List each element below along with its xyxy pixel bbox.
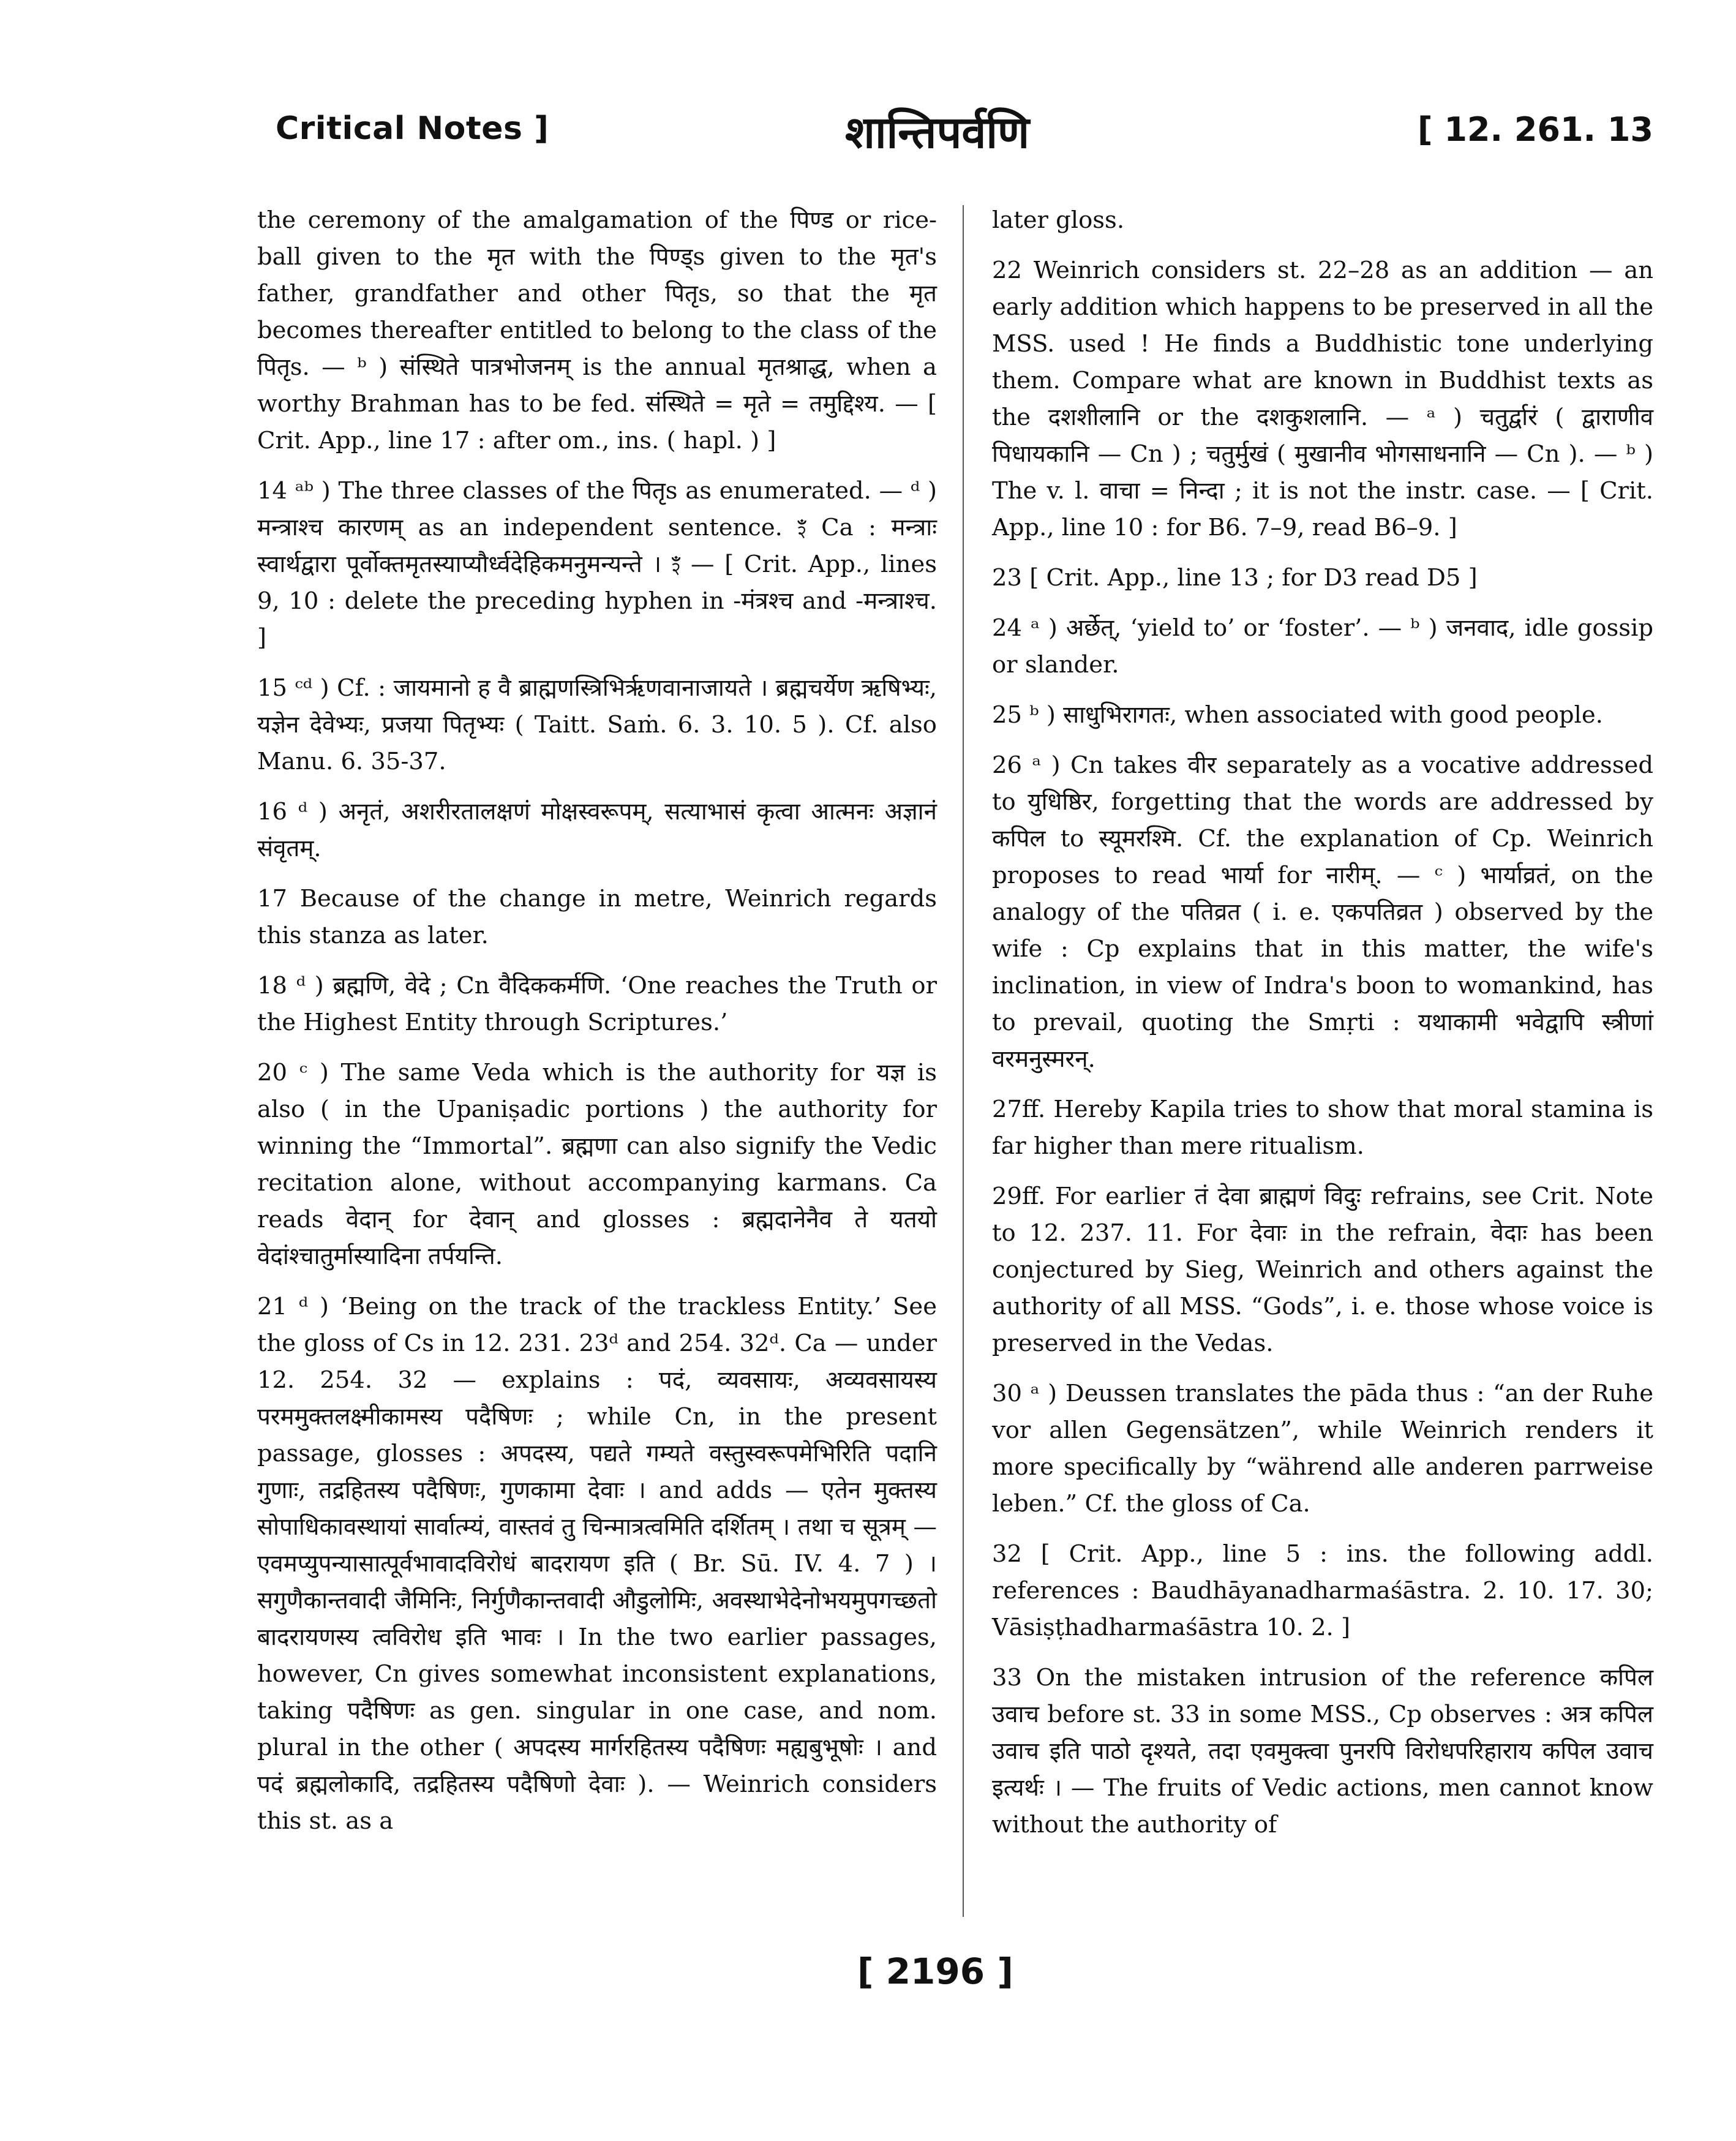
note-25: 25 ᵇ ) साधुभिरागतः, when associated with good people. xyxy=(992,701,1603,729)
note-16: 16 ᵈ ) अनृतं, अशरीरतालक्षणं मोक्षस्वरूपम्, सत्याभासं कृत्वा आत्मनः अज्ञानं संवृतम्. xyxy=(257,798,937,862)
note-26: 26 ᵃ ) Cn takes वीर separately as a vocative addressed to युधिष्ठिर, forgetting that the words are addressed by कपिल to स्यूमरश्मि. Cf. the explanation of Cp. Weinrich proposes to read भार्या for नारीम्. — ᶜ ) भार्याव्रतं, on the analogy of the पतिव्रत ( i. e. एकपतिव्रत ) observed by the wife : Cp explains that in this matter, the wife's inclination, in view of Indra's boon to womankind, has to prevail, quoting the Smṛti : यथाकामी भवेद्वापि स्त्रीणां वरमनुस्मरन्. xyxy=(992,751,1653,1073)
book-title: शान्तिपर्वणि xyxy=(845,107,1030,158)
note-14: 14 ᵃᵇ ) The three classes of the पितृs as enumerated. — ᵈ ) मन्त्राश्च कारणम् as an independent sentence. ꣵ Ca : मन्त्राः स्वार्थद्वारा पूर्वोक्तमृतस्याप्यौर्ध्वदेहिकमनुमन्यन्ते । ꣵ — [ Crit. App., lines 9, 10 : delete the preceding hyphen in -मंत्रश्च and -मन्त्राश्च. ] xyxy=(257,477,937,652)
column-divider xyxy=(963,205,964,1917)
page-header xyxy=(0,92,1736,178)
section-title: Critical Notes ] xyxy=(276,110,549,147)
note-22: 22 Weinrich considers st. 22–28 as an addition — an early addition which happens to be preserved in all the MSS. used ! He finds a Buddhistic tone underlying them. Compare what are known in Buddhist texts as the दशशीलानि or the दशकुशलानि. — ᵃ ) चतुर्द्वारं ( द्वाराणीव पिधायकानि — Cn ) ; चतुर्मुखं ( मुखानीव भोगसाधनानि — Cn ). — ᵇ ) The v. l. वाचा = निन्दा ; it is not the instr. case. — [ Crit. App., line 10 : for B6. 7–9, read B6–9. ] xyxy=(992,257,1653,541)
note-17: 17 Because of the change in metre, Weinrich regards this stanza as later. xyxy=(257,885,937,949)
note-15: 15 ᶜᵈ ) Cf. : जायमानो ह वै ब्राह्मणस्त्रिभिर्ऋणवानाजायते । ब्रह्मचर्येण ऋषिभ्यः, यज्ञेन देवेभ्यः, प्रजया पितृभ्यः ( Taitt. Saṁ. 6. 3. 10. 5 ). Cf. also Manu. 6. 35-37. xyxy=(257,674,937,775)
note-32: 32 [ Crit. App., line 5 : ins. the following addl. references : Baudhāyanadharmaśāstra. 2. 10. 17. 30; Vāsiṣṭhadharmaśāstra 10. 2. ] xyxy=(992,1540,1653,1641)
note-33: 33 On the mistaken intrusion of the reference कपिल उवाच before st. 33 in some MSS., Cp observes : अत्र कपिल उवाच इति पाठो दृश्यते, तदा एवमुक्त्वा पुनरपि विरोधपरिहाराय कपिल उवाच इत्यर्थः । — The fruits of Vedic actions, men cannot know without the authority of xyxy=(992,1664,1653,1838)
verse-reference: [ 12. 261. 13 xyxy=(1417,110,1653,149)
note-20: 20 ᶜ ) The same Veda which is the authority for यज्ञ is also ( in the Upaniṣadic portions ) the authority for winning the “Immortal”. ब्रह्मणा can also signify the Vedic recitation alone, without accompanying karmans. Ca reads वेदान् for देवान् and glosses : ब्रह्मदानेनैव ते यतयो वेदांश्चातुर्मास्यादिना तर्पयन्ति. xyxy=(257,1059,937,1270)
note-24: 24 ᵃ ) अर्छेत्, ‘yield to’ or ‘foster’. — ᵇ ) जनवाद, idle gossip or slander. xyxy=(992,614,1653,679)
left-column xyxy=(257,202,937,1853)
note-30: 30 ᵃ ) Deussen translates the pāda thus : “an der Ruhe vor allen Gegensätzen”, while Weinrich renders it more specifically by “während alle anderen parrweise leben.” Cf. the gloss of Ca. xyxy=(992,1380,1653,1518)
note-21: 21 ᵈ ) ‘Being on the track of the trackless Entity.’ See the gloss of Cs in 12. 231. 23ᵈ and 254. 32ᵈ. Ca — under 12. 254. 32 — explains : पदं, व्यवसायः, अव्यवसायस्य परममुक्तलक्ष्मीकामस्य पदैषिणः ; while Cn, in the present passage, glosses : अपदस्य, पद्यते गम्यते वस्तुस्वरूपमेभिरिति पदानि गुणाः, तद्रहितस्य पदैषिणः, गुणकामा देवाः । and adds — एतेन मुक्तस्य सोपाधिकावस्थायां सार्वात्म्यं, वास्तवं तु चिन्मात्रत्वमिति दर्शितम् । तथा च सूत्रम् — एवमप्युपन्यासात्पूर्वभावादविरोधं बादरायण इति ( Br. Sū. IV. 4. 7 ) । सगुणैकान्तवादी जैमिनिः, निर्गुणैकान्तवादी औडुलोमिः, अवस्थाभेदेनोभयमुपगच्छतो बादरायणस्य त्वविरोध इति भावः । In the two earlier passages, however, Cn gives somewhat inconsistent explanations, taking पदैषिणः as gen. singular in one case, and nom. plural in the other ( अपदस्य मार्गरहितस्य पदैषिणः मह्यबुभूषोः । and पदं ब्रह्मलोकादि, तद्रहितस्य पदैषिणो देवाः ). — Weinrich considers this st. as a xyxy=(257,1293,938,1835)
note-continuation: the ceremony of the amalgamation of the पिण्ड or rice-ball given to the मृत with the पिण्ड्s given to the मृत's father, grandfather and other पितृs, so that the मृत becomes thereafter entitled to belong to the class of the पितृs. — ᵇ ) संस्थिते पात्रभोजनम् is the annual मृतश्राद्ध, when a worthy Brahman has to be fed. संस्थिते = मृते = तमुद्दिश्य. — [ Crit. App., line 17 : after om., ins. ( hapl. ) ] xyxy=(257,206,937,454)
note-23: 23 [ Crit. App., line 13 ; for D3 read D5 ] xyxy=(992,564,1478,592)
right-column xyxy=(992,202,1653,1857)
page-number: [ 2196 ] xyxy=(857,1951,1013,1992)
note-18: 18 ᵈ ) ब्रह्मणि, वेदे ; Cn वैदिककर्मणि. ‘One reaches the Truth or the Highest Entity through Scriptures.’ xyxy=(257,972,937,1036)
note-21-end: later gloss. xyxy=(992,206,1125,234)
note-29ff: 29ff. For earlier तं देवा ब्राह्मणं विदुः refrains, see Crit. Note to 12. 237. 11. For देवाः in the refrain, वेदाः has been conjectured by Sieg, Weinrich and others against the authority of all MSS. “Gods”, i. e. those whose voice is preserved in the Vedas. xyxy=(992,1183,1653,1357)
note-27ff: 27ff. Hereby Kapila tries to show that moral stamina is far higher than mere ritualism. xyxy=(992,1096,1653,1160)
